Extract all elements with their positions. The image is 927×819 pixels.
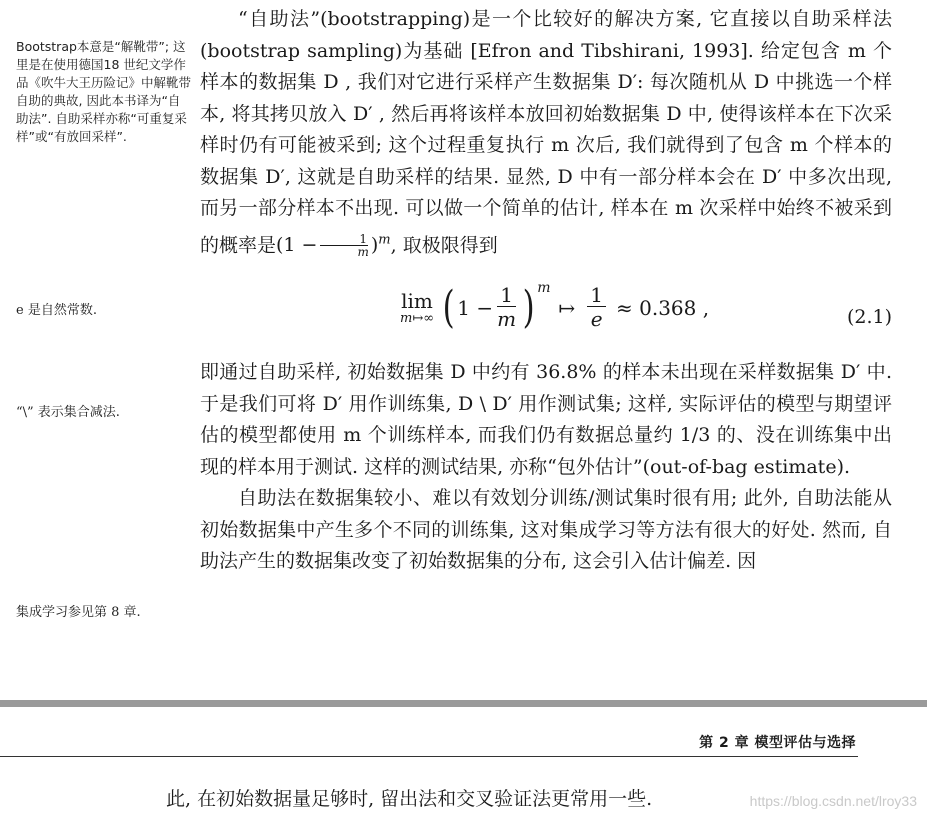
equation-body: [400, 280, 710, 333]
fraction2-numerator: 1: [587, 284, 606, 307]
limit-operator: [400, 289, 434, 326]
sidenote-bootstrap: Bootstrap本意是“解靴带”; 这里是在使用德国18 世纪文学作品《吹牛大王历险记》中解靴带自助的典故, 因此本书译为“自助法”. 自助采样亦称“可重复采样”或“有放回采样”.: [16, 39, 192, 144]
fraction-one-over-m: [497, 284, 516, 331]
lim-label: lim: [401, 289, 433, 313]
next-page-text: 此, 在初始数据量足够时, 留出法和交叉验证法更常用一些.: [166, 788, 653, 810]
inline-open: (1 −: [276, 233, 318, 256]
equation-number: (2.1): [846, 306, 892, 328]
running-head-title: 第 2 章 模型评估与选择: [699, 735, 856, 751]
page-separator: [0, 700, 927, 707]
equation-2-1: [200, 272, 892, 352]
watermark-url: https://blog.csdn.net/lroy33: [749, 793, 917, 809]
one-minus: 1 −: [457, 295, 494, 320]
fraction2-denominator: e: [590, 307, 603, 331]
left-paren: (: [442, 281, 455, 333]
lim-subscript: m↦∞: [400, 311, 435, 326]
sidenote-e-constant: e 是自然常数.: [16, 303, 97, 318]
inline-probability-formula: [276, 232, 391, 260]
sidenote-set-minus: “\” 表示集合减法.: [16, 405, 120, 420]
paragraph-1-text: “自助法”(bootstrapping)是一个比较好的解决方案, 它直接以自助采样法(bootstrap sampling)为基础 [Efron and Tibshirani, 1993]. 给定包含 m 个样本的数据集 D , 我们对它进行采样产生数据集 D′: 每次随机从 D 中挑选一个样本, 将其拷贝放入 D′ , 然后再将该样本放回初始数据集 D 中, 使得该样本在下次采样时仍有可能被采到; 这个过程重复执行 m 次后, 我们就得到了包含 m 个样本的数据集 D′, 这就是自助采样的结果. 显然, D 中有一部分样本会在 D′ 中多次出现, 而另一部分样本不出现. 可以做一个简单的估计, 样本在 m 次采样中始终不被采到的概率是: [200, 8, 892, 256]
fraction-denominator: m: [497, 307, 517, 331]
approx-value: ≈ 0.368 ,: [616, 295, 710, 320]
paragraph-usefulness: 自助法在数据集较小、难以有效划分训练/测试集时很有用; 此外, 自助法能从初始数据集中产生多个不同的训练集, 这对集成学习等方法有很大的好处. 然而, 自助法产生的数据集改变了初始数据集的分布, 这会引入估计偏差. 因: [200, 487, 892, 573]
running-head: [0, 722, 858, 757]
right-paren: ): [522, 281, 535, 333]
sidenote-ensemble: 集成学习参见第 8 章.: [16, 605, 141, 620]
inline-fraction: [319, 233, 368, 258]
paragraph-1-tail: , 取极限得到: [390, 233, 498, 256]
exponent-m: m: [537, 280, 551, 296]
maps-to-symbol: ↦: [558, 295, 576, 320]
fraction-one-over-e: [587, 284, 606, 331]
inline-fraction-num: 1: [320, 233, 368, 246]
inline-fraction-den: m: [357, 245, 369, 260]
inline-close: ): [370, 233, 379, 256]
inline-exponent: m: [378, 232, 391, 248]
paragraph-out-of-bag: 即通过自助采样, 初始数据集 D 中约有 36.8% 的样本未出现在采样数据集 D′ 中. 于是我们可将 D′ 用作训练集, D \ D′ 用作测试集; 这样, 实际评估的模型与期望评估的模型都使用 m 个训练样本, 而我们仍有数据总量约 1/3 的、没在训练集中出现的样本用于测试. 这样的测试结果, 亦称“包外估计”(out-of-bag estimate).: [200, 361, 892, 478]
fraction-numerator: 1: [497, 284, 516, 307]
paragraph-bootstrapping: [200, 4, 892, 261]
